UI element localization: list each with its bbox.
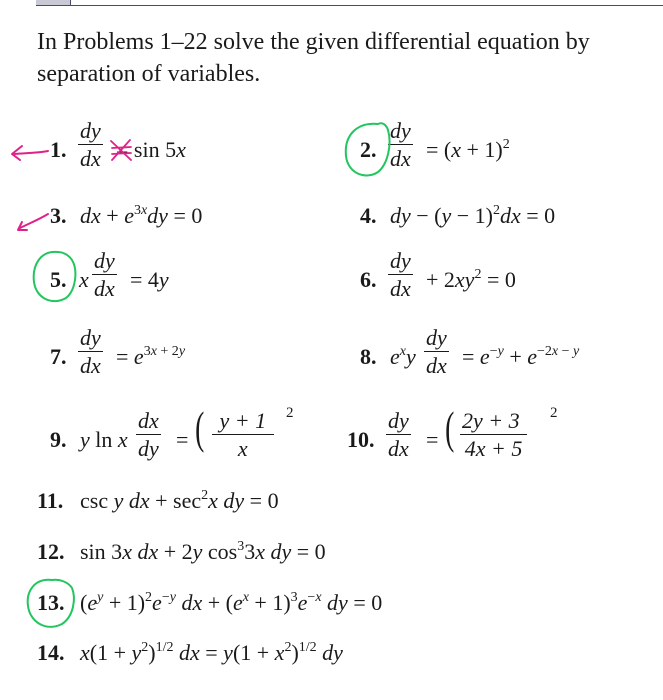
fraction-dy-dx: $\frac{dy}{dx}$	[426, 325, 447, 378]
exponent: 2	[286, 405, 294, 421]
exponent: 2	[550, 405, 558, 421]
problem-number: 1.	[50, 137, 67, 162]
fraction-dy-dx: $\frac{dy}{dx}$	[390, 248, 411, 301]
problem-number: 5.	[50, 267, 67, 292]
fraction-rhs: $\frac{2y + 3}{4x + 5}$	[462, 408, 526, 461]
problem-number: 8.	[360, 344, 377, 369]
fraction-dy-dx: $\frac{dy}{dx}$	[80, 118, 101, 171]
equation-rhs: = $e^{3x + 2y}$	[116, 344, 186, 369]
equation: dx + $e^{3x}dy = 0$	[80, 203, 203, 228]
equation-rhs: = $e^{-y} + e^{-2x - y}$	[462, 344, 580, 369]
pink-arrow-problem-3	[18, 214, 48, 230]
header-line	[36, 0, 663, 6]
equation: sin 3x dx + 2y $\cos^33x$ dy = 0	[80, 539, 326, 564]
problem-number: 6.	[360, 267, 377, 292]
left-parenthesis: (	[445, 402, 455, 453]
equation-rhs: = $(x + 1)^2$	[426, 137, 510, 162]
problem-number: 7.	[50, 344, 67, 369]
problem-number: 11.	[37, 488, 64, 513]
equation: $x(1 + y^2)^{1/2}$ dx = $y(1 + x^2)^{1/2}$ dy	[80, 640, 343, 665]
equals-sign: =	[426, 427, 439, 452]
equation: csc y dx + $\sec^2x$ dy = 0	[80, 488, 279, 513]
equation-rhs: = sin 5x	[116, 137, 186, 162]
header-rule	[0, 0, 663, 6]
problem-number: 12.	[37, 539, 65, 564]
equation: dy − $(y - 1)^2dx = 0$	[390, 203, 556, 228]
pink-arrow-problem-1	[12, 146, 48, 160]
equals-sign: =	[176, 427, 189, 452]
fraction-rhs: $\frac{y + 1}{x}$	[212, 410, 274, 460]
equation-rhs: + $2xy^2 = 0$	[426, 267, 516, 292]
equation-rhs: = 4y	[130, 267, 169, 292]
problem-set-intro: In Problems 1–22 solve the given differential equation by separation of variables.	[37, 29, 590, 87]
fraction-dy-dx: $\frac{dy}{dx}$	[390, 118, 411, 171]
equation-lhs: $e^xy$	[390, 344, 416, 369]
problem-number: 4.	[360, 203, 377, 228]
problem-number: 2.	[360, 137, 377, 162]
problem-number: 13.	[37, 590, 65, 615]
left-parenthesis: (	[195, 402, 205, 453]
problem-number: 3.	[50, 203, 67, 228]
fraction-dy-dx: $\frac{dy}{dx}$	[388, 408, 409, 461]
problem-number: 9.	[50, 427, 67, 452]
equation: $(e^y + 1)^2e^{-y}$ dx + $(e^x + 1)^3e^{-x}$ dy = 0	[80, 590, 383, 615]
fraction-dy-dx: $\frac{dy}{dx}$	[80, 325, 101, 378]
header-tab	[36, 0, 71, 5]
equation-lhs: y ln x	[80, 427, 128, 452]
problem-number: 14.	[37, 640, 65, 665]
fraction-dx-dy: $\frac{dx}{dy}$	[138, 408, 159, 461]
problem-number: 10.	[347, 427, 375, 452]
fraction-dy-dx: $\frac{dy}{dx}$	[94, 248, 115, 301]
equation-lhs: x	[79, 267, 89, 292]
